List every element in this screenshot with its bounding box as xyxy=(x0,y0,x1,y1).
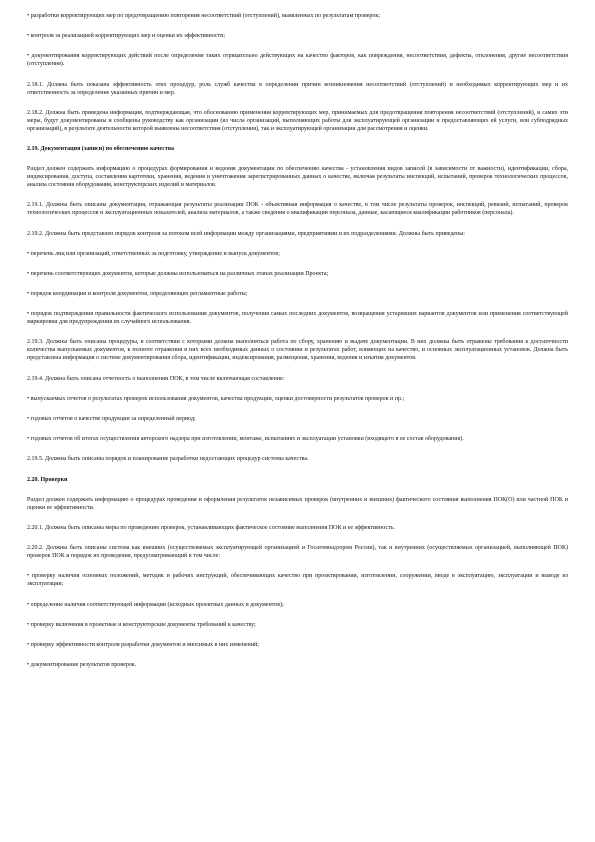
section-heading-2-19: 2.19. Документация (записи) по обеспечению качества xyxy=(27,145,175,152)
paragraph-bullet-annual-quality-reports: • годовых отчетов о качестве продукции за определенный период; xyxy=(27,416,196,422)
paragraph-bullet-issued-reports: • выпускаемых отчетов о результатах проверок использования документов, качества продукции, оценки достоверности результатов проверок и пр.; xyxy=(27,395,405,402)
paragraph-2-20-1: 2.20.1. Должны быть описаны меры по проведению проверок, устанавливающих фактическое состояние выполнения ПОК и ее эффективность. xyxy=(27,524,395,531)
paragraph-bullet-document-results: • документирование результатов проверок. xyxy=(27,662,137,669)
paragraph-bullet-control-measures: • контроля за реализацией корректирующих мер и оценки их эффективности; xyxy=(27,33,226,40)
paragraph-bullet-documents-list: • перечень соответствующих документов, которые должны использоваться на различных этапах реализации Проекта; xyxy=(27,270,329,277)
paragraph-bullet-check-information: • определение наличия соответствующей информации (исходных проектных данных и документов); xyxy=(27,601,284,608)
paragraph-2-20-intro: Раздел должен содержать информацию о процедурах проведения и оформления результатов независимых проверок (внутренних и внешних) фактического состояния выполнения ПОК(О) или частной ПОК и оценки ее эффективности. xyxy=(27,496,568,511)
paragraph-2-19-3: 2.19.3. Должны быть описаны процедуры, в соответствии с которыми должна выполняться работа по сбору, хранению и выдаче документации. В них должны быть отражены требования к достаточности количества выпускаемых документов, к полноте отражения в них всех необходимых данных о состоянии и результатах работ, влияющих на качество, и основных эксплуатационных установок. Должна быть представлена информация о системе документирования сбора, идентификации, индексирования, размещения, хранения, ведения и изъятия документов. xyxy=(27,339,568,362)
paragraph-bullet-documenting-actions: • документирования корректирующих действий после определения таких отрицательно действующих на качество факторов, как повреждения, несоответствия, дефекты, отклонения, другие несоответствия (отступления). xyxy=(27,53,568,68)
paragraph-bullet-coordination: • порядок координации и контроля документов, определяющих регламентные работы; xyxy=(27,291,248,298)
paragraph-bullet-check-requirements: • проверку включения в проектные и конструкторские документы требований к качеству; xyxy=(27,621,256,628)
paragraph-bullet-corrective-measures: • разработки корректирующих мер по предотвращению повторения несоответствий (отступлений), выявленных по результатам проверок; xyxy=(27,13,380,19)
paragraph-2-19-4: 2.19.4. Должна быть описана отчетность о выполнении ПОК, в том числе включающая составление: xyxy=(27,375,285,382)
paragraph-bullet-annual-supervision-reports: • годовых отчетов об итогах осуществления авторского надзора при изготовлении, монтаже, испытаниях и эксплуатации установки (входящего в ее состав оборудования). xyxy=(27,436,464,443)
section-heading-2-20: 2.20. Проверки xyxy=(27,476,68,483)
paragraph-2-18-2: 2.18.2. Должна быть приведена информация, подтверждающая, что обоснованию применения корректирующих мер, принимаемых для предотвращения повторения несоответствий (отступлений), и самих эти меры, будут документированы и сообщены руководству как организации (из числа организаций, выполняющих работы для эксплуатирующей организации и предоставляющих ей услуги, или субподрядных организаций), в результате деятельности которой выявлены несоответствия (отступления), так и эксплуатирующей организации для рассмотрения и оценки. xyxy=(27,109,568,132)
paragraph-2-19-5: 2.19.5. Должны быть описаны порядок и планирование разработки недостающих процедур системы качества. xyxy=(27,456,309,463)
paragraph-bullet-confirmation: • порядок подтверждения правильности фактического использования документов, получения самых последних документов, возвращения устаревших вариантов документов или применения соответствующей маркировки для предупреждения их случайного использования. xyxy=(27,311,568,326)
paragraph-2-20-2: 2.20.2. Должны быть описаны система как внешних (осуществляемых эксплуатирующей организацией и Госатомнадзором России), так и внутренних (осуществляемых организацией, выполняющей ПОК) проверок ПОК и порядок их проведения, предусматривающий в том числе: xyxy=(27,545,568,560)
paragraph-bullet-check-provisions: • проверку наличия основных положений, методик и рабочих инструкций, обеспечивающих качество при проектировании, изготовлении, сооружении, вводе в эксплуатацию, эксплуатации и выводе из эксплуатации; xyxy=(27,573,568,588)
paragraph-2-19-2: 2.19.2. Должны быть представлен порядок контроля за потоком всей информации между организациями, предприятиями и их подразделениями. Должны быть приведены: xyxy=(27,230,465,237)
paragraph-bullet-responsible-persons: • перечень лиц или организаций, ответственных за подготовку, утверждение и выпуск документов; xyxy=(27,250,280,257)
paragraph-2-19-1: 2.19.1. Должны быть описаны документация, отражающая результаты реализации ПОК - объективная информация о качестве, в том числе результаты проверок, инспекций, ревизий, испытаний, проверок технологических процессов и эксплуатационных показателей, анализа материалов, а также сведения о квалификации персонала, данные, касающиеся квалификации работников (персонала). xyxy=(27,202,568,217)
paragraph-2-19-intro: Раздел должен содержать информацию о процедурах формирования и ведения документации по обеспечению качества - установления видов записей (в зависимости от важности), идентификации, сбора, индексирования, доступа, составления картотеки, хранения, ведения и уничтожения зарегистрированных данных о качестве, включая результаты инспекций, испытаний, проверок технологических процессов, анализа состояния оборудования, конструкторских изделий и материалов. xyxy=(27,166,568,189)
paragraph-bullet-check-efficiency: • проверку эффективности контроля разработки документов и вносимых в них изменений; xyxy=(27,641,259,648)
paragraph-2-18-1: 2.18.1. Должна быть показана эффективность этих процедур, роль служб качества в определении причин возникновения несоответствий (отступлений) и необходимых корректирующих мер и их ответственность за определение указанных причин и мер. xyxy=(27,81,568,96)
